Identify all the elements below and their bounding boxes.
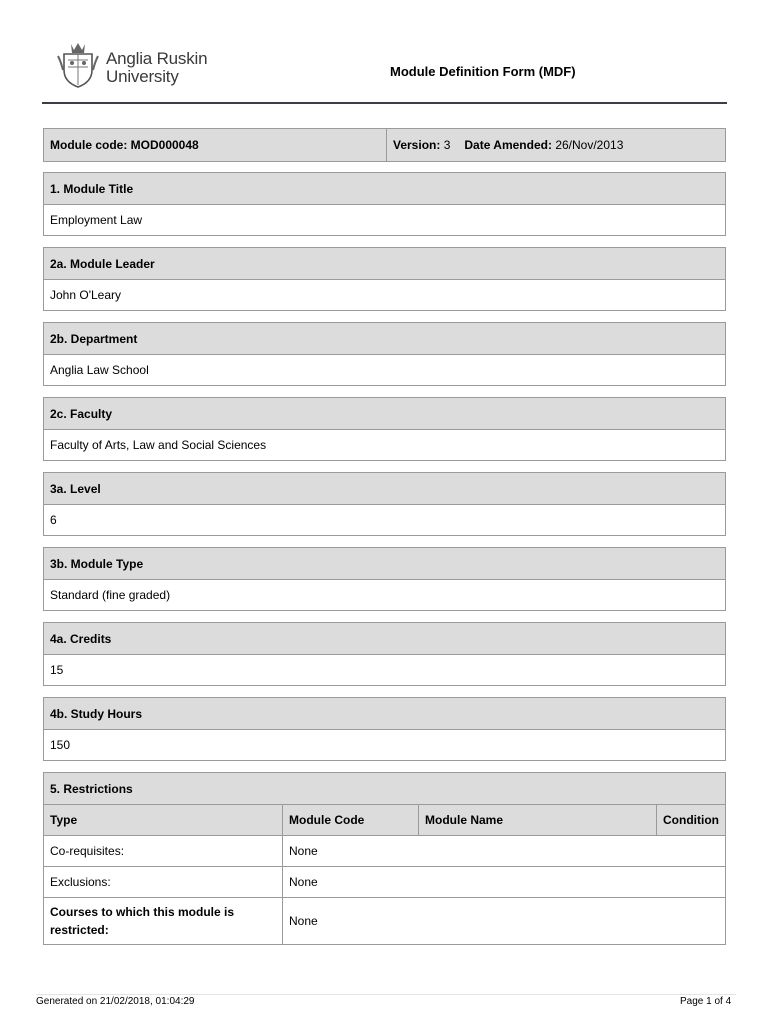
restriction-type: Courses to which this module is restricted: xyxy=(50,905,235,937)
section-value: 6 xyxy=(50,513,57,527)
restrictions-table xyxy=(43,772,726,945)
section-title: 2c. Faculty xyxy=(50,406,113,421)
restriction-type: Co-requisites: xyxy=(50,844,125,858)
restriction-type: Exclusions: xyxy=(50,875,111,889)
date-amended-label: Date Amended: xyxy=(464,138,552,152)
section-title: 4b. Study Hours xyxy=(50,706,143,721)
section-title: 2a. Module Leader xyxy=(50,256,155,271)
section-title: 4a. Credits xyxy=(50,631,112,646)
version-date-cell xyxy=(386,129,725,161)
date-amended-value: 26/Nov/2013 xyxy=(555,138,624,152)
generated-timestamp: Generated on 21/02/2018, 01:04:29 xyxy=(36,996,195,1007)
module-code-table xyxy=(43,128,726,162)
section-module-type xyxy=(43,547,726,611)
crest-icon xyxy=(56,40,100,88)
restrictions-header-row xyxy=(44,804,725,835)
restriction-value: None xyxy=(282,898,725,944)
table-row xyxy=(44,897,725,944)
page-number: Page 1 of 4 xyxy=(680,996,732,1007)
version-value: 3 xyxy=(443,138,451,152)
logo-text-line1: Anglia Ruskin xyxy=(106,49,208,68)
section-faculty xyxy=(43,397,726,461)
section-study-hours xyxy=(43,697,726,761)
section-title: 3a. Level xyxy=(50,481,101,496)
section-value: John O'Leary xyxy=(50,288,121,302)
section-value: Faculty of Arts, Law and Social Sciences xyxy=(50,438,267,452)
university-logo xyxy=(56,40,216,90)
section-value: 15 xyxy=(50,663,64,677)
section-title: 3b. Module Type xyxy=(50,556,144,571)
section-title: 1. Module Title xyxy=(50,181,134,196)
column-header-module-code: Module Code xyxy=(282,805,418,835)
section-level xyxy=(43,472,726,536)
section-module-title xyxy=(43,172,726,236)
form-title: Module Definition Form (MDF) xyxy=(390,64,576,79)
column-header-type: Type xyxy=(50,813,78,827)
version-label: Version: xyxy=(393,138,441,152)
table-row xyxy=(44,835,725,866)
column-header-module-name: Module Name xyxy=(418,805,656,835)
restriction-value: None xyxy=(282,867,725,897)
section-value: Anglia Law School xyxy=(50,363,149,377)
section-module-leader xyxy=(43,247,726,311)
page-header xyxy=(0,0,770,105)
section-credits xyxy=(43,622,726,686)
section-title: 2b. Department xyxy=(50,331,138,346)
section-value: Standard (fine graded) xyxy=(50,588,171,602)
column-header-condition: Condition xyxy=(656,805,725,835)
table-row xyxy=(44,866,725,897)
restriction-value: None xyxy=(282,836,725,866)
section-value: 150 xyxy=(50,738,71,752)
restrictions-title: 5. Restrictions xyxy=(50,781,133,796)
logo-text-line2: University xyxy=(106,67,179,86)
section-value: Employment Law xyxy=(50,213,143,227)
header-divider xyxy=(42,102,727,104)
footer-divider xyxy=(36,994,736,995)
module-code: Module code: MOD000048 xyxy=(50,138,199,152)
section-department xyxy=(43,322,726,386)
